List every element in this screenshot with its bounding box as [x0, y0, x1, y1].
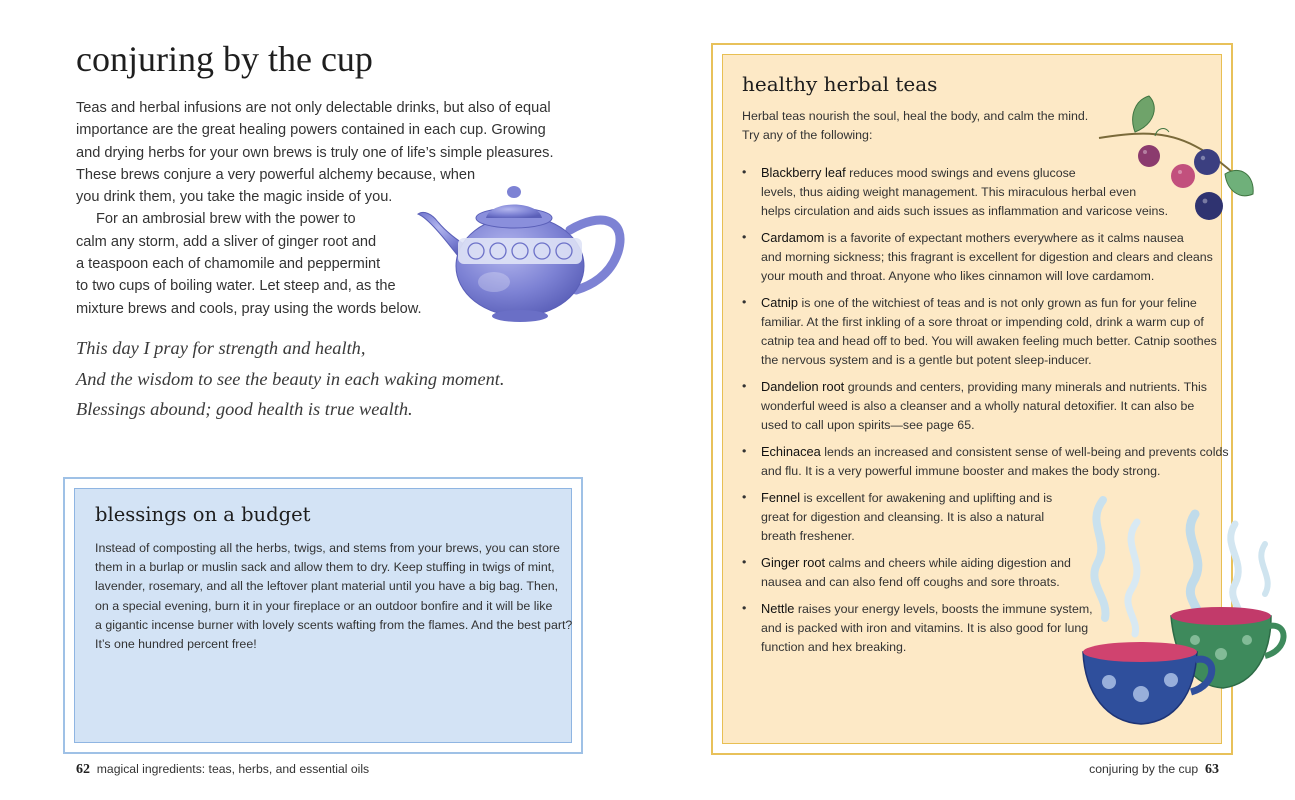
page-title: conjuring by the cup: [76, 39, 373, 79]
text-line: them in a burlap or muslin sack and allow them to dry. Keep stuffing in twigs of mint,: [95, 560, 555, 575]
text-line: Teas and herbal infusions are not only delectable drinks, but also of equal: [76, 100, 551, 116]
tea-name: Ginger root: [761, 555, 826, 570]
tea-text: and is packed with iron and vitamins. It is also good for lung: [761, 621, 1089, 635]
running-head: conjuring by the cup: [1089, 762, 1199, 776]
tea-text: the nervous system and is a gentle but potent sleep-inducer.: [761, 353, 1092, 367]
right-page: [647, 0, 1295, 800]
tea-text: is a favorite of expectant mothers everywhere as it calms nausea: [824, 231, 1184, 245]
tea-text: is excellent for awakening and uplifting and is: [800, 491, 1053, 505]
bullet-icon: •: [742, 555, 747, 569]
page-footer: [1089, 762, 1219, 778]
bullet-icon: •: [742, 230, 747, 244]
sidebar-title: blessings on a budget: [95, 503, 311, 526]
prayer-line: And the wisdom to see the beauty in each waking moment.: [76, 368, 505, 389]
tea-text: reduces mood swings and evens glucose: [845, 166, 1076, 180]
text-line: Instead of composting all the herbs, twigs, and stems from your brews, you can store: [95, 541, 560, 555]
bullet-icon: •: [742, 295, 747, 309]
bullet-icon: •: [742, 490, 747, 504]
text-line: These brews conjure a very powerful alchemy because, when: [76, 166, 476, 183]
text-line: and drying herbs for your own brews is truly one of life’s simple pleasures.: [76, 144, 554, 161]
page-number: 62: [76, 762, 90, 777]
running-head: magical ingredients: teas, herbs, and essential oils: [96, 762, 370, 776]
prayer-line: This day I pray for strength and health,: [76, 338, 366, 358]
tea-text: great for digestion and cleansing. It is also a natural: [761, 510, 1045, 524]
tea-text: is one of the witchiest of teas and is not only grown as fun for your feline: [798, 296, 1197, 310]
tea-text: wonderful weed is also a cleanser and a wholly natural detoxifier. It can also be: [761, 399, 1195, 413]
tea-text: grounds and centers, providing many minerals and nutrients. This: [844, 380, 1207, 394]
section-title: healthy herbal teas: [742, 72, 938, 96]
tea-name: Catnip: [761, 295, 798, 310]
tea-text: function and hex breaking.: [761, 640, 907, 654]
left-page: [0, 0, 647, 800]
bullet-icon: •: [742, 379, 747, 393]
text-line: importance are the great healing powers contained in each cup. Growing: [76, 122, 546, 139]
tea-name: Fennel: [761, 490, 801, 505]
tea-name: Dandelion root: [761, 379, 845, 394]
teapot-illustration: [414, 178, 626, 328]
text-line: Herbal teas nourish the soul, heal the body, and calm the mind.: [742, 109, 1089, 123]
text-line: on a special evening, burn it in your fireplace or an outdoor bonfire and it will be like: [95, 598, 553, 613]
text-line: It’s one hundred percent free!: [95, 637, 257, 652]
list-item: [742, 442, 1229, 481]
tea-text: breath freshener.: [761, 529, 855, 543]
page-footer: [76, 762, 369, 778]
list-item: [742, 228, 1212, 286]
sidebar-text: [95, 539, 575, 654]
tea-text: and morning sickness; this fragrant is excellent for digestion and clears and cleans: [761, 250, 1213, 264]
steaming-teacups-illustration: [1075, 494, 1287, 730]
tea-name: Echinacea: [761, 444, 821, 459]
tea-text: used to call upon spirits—see page 65.: [761, 418, 975, 432]
tea-text: calms and cheers while aiding digestion and: [825, 556, 1071, 570]
tea-text: raises your energy levels, boosts the immune system,: [794, 602, 1093, 616]
tea-name: Nettle: [761, 601, 795, 616]
tea-text: catnip tea and head off to bed. You will awaken feeling much better. Catnip soothes: [761, 334, 1217, 348]
text-line: calm any storm, add a sliver of ginger root and: [76, 233, 377, 250]
text-line: you drink them, you take the magic inside of you.: [76, 189, 393, 206]
section-intro: [742, 107, 1088, 145]
bullet-icon: •: [742, 165, 747, 179]
text-line: mixture brews and cools, pray using the words below.: [76, 300, 422, 317]
text-line: a gigantic incense burner with lovely scents wafting from the flames. And the best part?: [95, 617, 573, 632]
list-item: [742, 377, 1212, 435]
tea-text: nausea and can also fend off coughs and sore throats.: [761, 575, 1060, 589]
tea-name: Blackberry leaf: [761, 165, 846, 180]
tea-text: lends an increased and consistent sense of well-being and prevents colds: [820, 445, 1229, 459]
text-line: lavender, rosemary, and all the leftover plant material until you have a big bag. Then,: [95, 579, 559, 594]
list-item: [742, 163, 1212, 221]
prayer-line: Blessings abound; good health is true wealth.: [76, 399, 413, 419]
bullet-icon: •: [742, 601, 747, 615]
tea-text: your mouth and throat. Anyone who likes cinnamon will love cardamom.: [761, 269, 1155, 283]
text-line: a teaspoon each of chamomile and peppermint: [76, 256, 381, 273]
tea-text: helps circulation and aids such issues as inflammation and varicose veins.: [761, 204, 1169, 218]
tea-text: levels, thus aiding weight management. This miraculous herbal even: [761, 185, 1137, 199]
text-line: to two cups of boiling water. Let steep and, as the: [76, 278, 396, 295]
text-line: For an ambrosial brew with the power to: [96, 211, 356, 228]
page-number: 63: [1205, 762, 1219, 777]
bullet-icon: •: [742, 444, 747, 458]
prayer-verse: [76, 333, 505, 425]
text-line: Try any of the following:: [742, 128, 873, 142]
list-item: [742, 293, 1217, 370]
tea-text: familiar. At the first inkling of a sore throat or impending cold, drink a warm cup of: [761, 315, 1204, 329]
tea-name: Cardamom: [761, 230, 825, 245]
tea-text: and flu. It is a very powerful immune booster and makes the body strong.: [761, 464, 1161, 478]
